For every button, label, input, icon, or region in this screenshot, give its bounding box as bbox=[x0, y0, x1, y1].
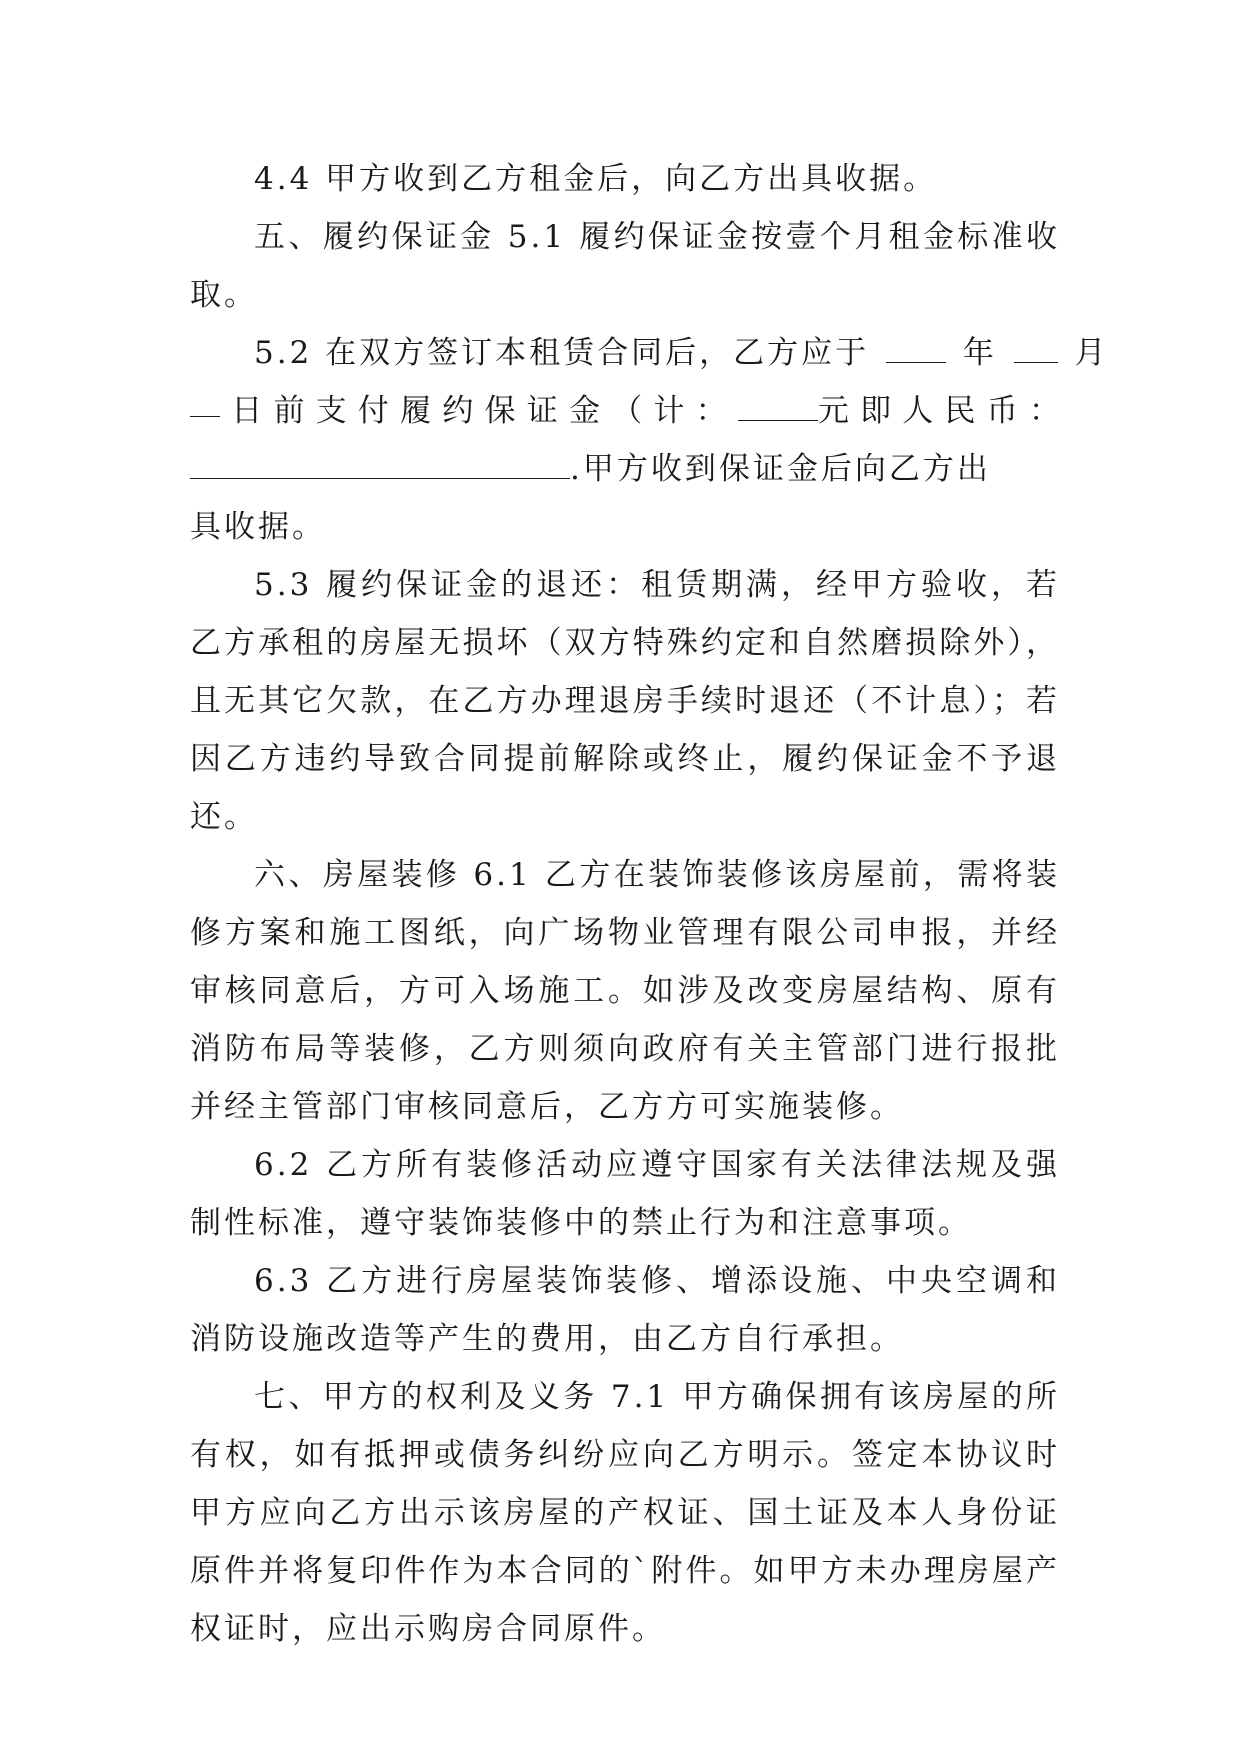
clause-5-2 bbox=[190, 324, 1109, 556]
month-blank bbox=[1014, 328, 1058, 363]
amount-blank bbox=[738, 386, 818, 421]
clause-5-2-line-3: .甲方收到保证金后向乙方出 bbox=[190, 440, 1060, 498]
clause-6-3: 6.3 乙方进行房屋装饰装修、增添设施、中央空调和消防设施改造等产生的费用，由乙方自行承担。 bbox=[190, 1263, 1060, 1357]
clause-6-2: 6.2 乙方所有装修活动应遵守国家有关法律法规及强制性标准，遵守装饰装修中的禁止行为和注意事项。 bbox=[190, 1147, 1060, 1241]
clause-5-2-line-2: 日 前 支 付 履 约 保 证 金 （ 计 ： 元 即 人 民 币 ： bbox=[190, 382, 1060, 440]
clause-6-1: 六、房屋装修 6.1 乙方在装饰装修该房屋前，需将装修方案和施工图纸，向广场物业管理有限公司申报，并经审核同意后，方可入场施工。如涉及改变房屋结构、原有消防布局等装修，乙方则须向政府有关主管部门进行报批并经主管部门审核同意后，乙方方可实施装修。 bbox=[190, 857, 1060, 1125]
document-page bbox=[190, 150, 1109, 1658]
clause-5-1: 五、履约保证金 5.1 履约保证金按壹个月租金标准收取。 bbox=[190, 219, 1060, 313]
clause-5-2-line-4: 具收据。 bbox=[190, 509, 326, 545]
clause-7-1: 七、甲方的权利及义务 7.1 甲方确保拥有该房屋的所有权，如有抵押或债务纠纷应向乙方明示。签定本协议时甲方应向乙方出示该房屋的产权证、国土证及本人身份证原件并将复印件作为本合同的`附件。如甲方未办理房屋产权证时，应出示购房合同原件。 bbox=[190, 1379, 1060, 1647]
clause-4-4: 4.4 甲方收到乙方租金后，向乙方出具收据。 bbox=[254, 161, 938, 197]
year-blank bbox=[886, 328, 946, 363]
clause-5-2-line-1: 5.2 在双方签订本租赁合同后，乙方应于 年 月 bbox=[190, 324, 1060, 382]
rmb-amount-blank bbox=[190, 444, 570, 479]
day-blank bbox=[190, 382, 220, 417]
clause-5-3: 5.3 履约保证金的退还：租赁期满，经甲方验收，若乙方承租的房屋无损坏（双方特殊约定和自然磨损除外），且无其它欠款，在乙方办理退房手续时退还（不计息）；若因乙方违约导致合同提前解除或终止，履约保证金不予退还。 bbox=[190, 567, 1060, 835]
